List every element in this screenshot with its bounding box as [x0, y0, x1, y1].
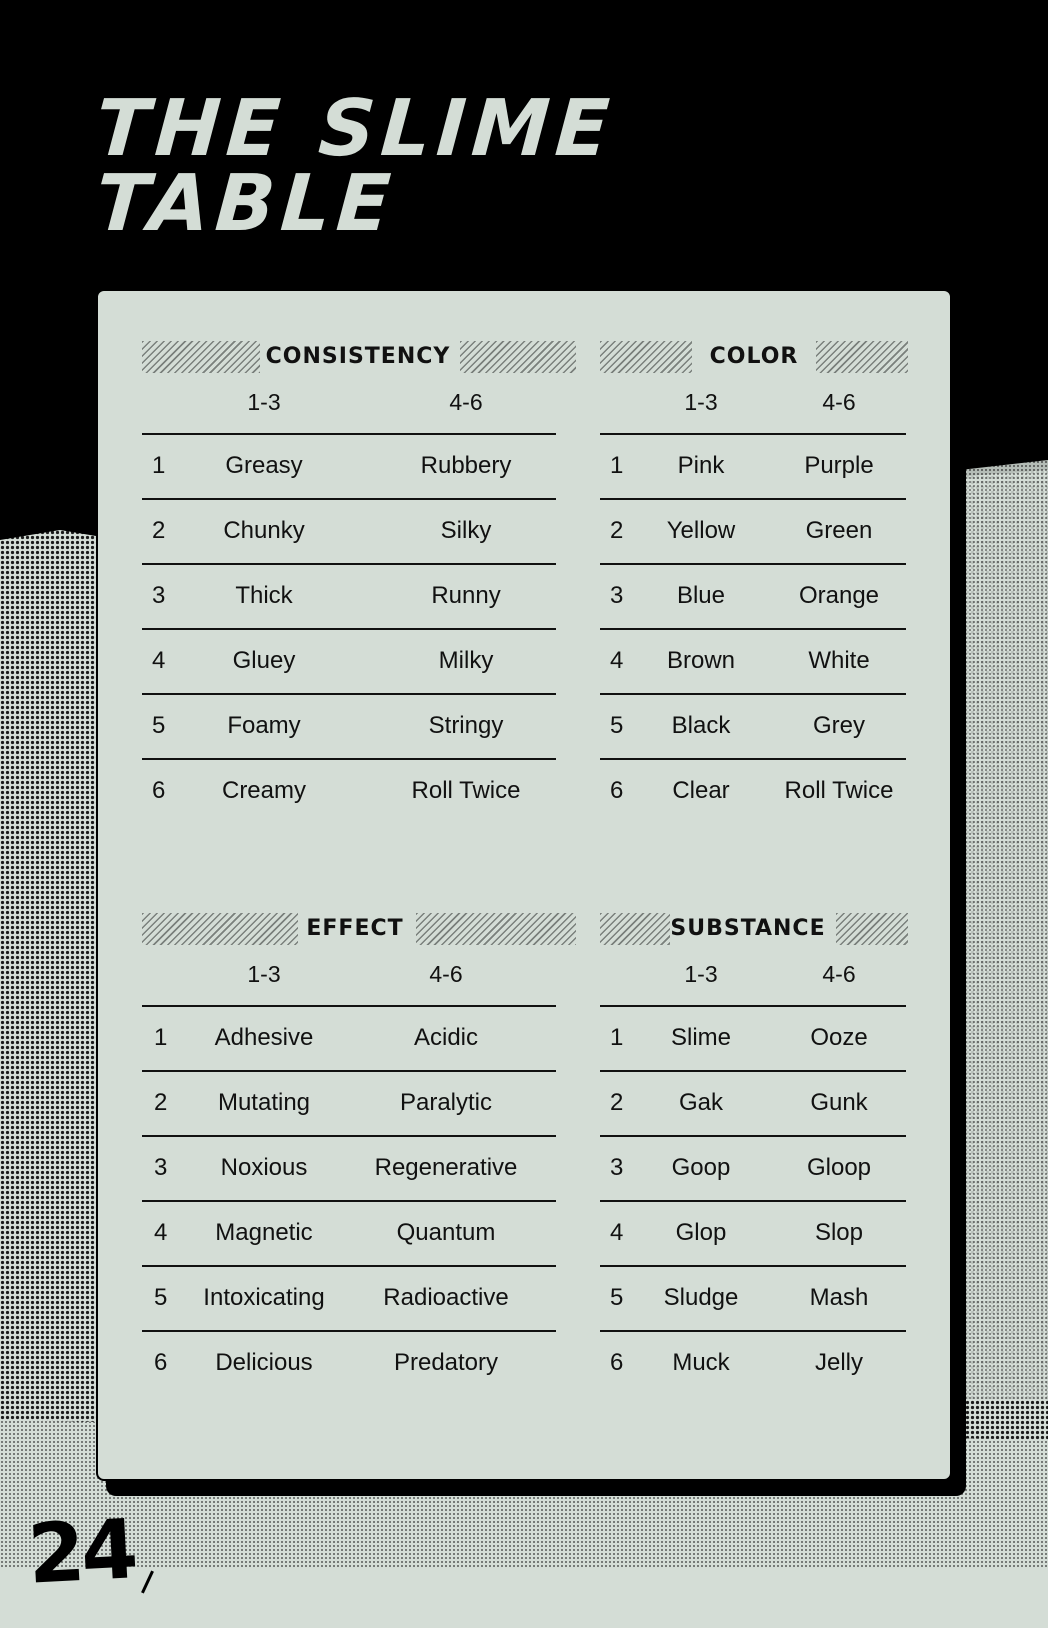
table-row	[600, 695, 906, 760]
table-row	[142, 565, 556, 630]
result-low: Greasy	[225, 452, 303, 479]
roll-number: 5	[152, 712, 166, 739]
roll-number: 6	[154, 1349, 168, 1376]
result-low: Gak	[678, 1089, 723, 1116]
result-low: Mutating	[217, 1089, 311, 1116]
result-high: Rubbery	[420, 452, 512, 479]
roll-number: 5	[610, 712, 624, 739]
result-low: Adhesive	[214, 1024, 314, 1051]
table-row	[600, 435, 906, 500]
result-high: Ooze	[810, 1024, 868, 1051]
table-row	[142, 435, 556, 500]
hatch-decoration	[836, 913, 908, 945]
hatch-decoration	[142, 913, 298, 945]
table-row	[600, 1072, 906, 1137]
result-low: Foamy	[227, 712, 301, 739]
table-row	[600, 1007, 906, 1072]
result-high: Runny	[431, 582, 501, 609]
hatch-decoration	[460, 341, 576, 373]
section-title: CONSISTENCY	[265, 344, 451, 369]
result-high: Stringy	[428, 712, 504, 739]
page-title-line-2: TABLE	[92, 159, 400, 249]
table-row	[600, 500, 906, 565]
section-header	[600, 911, 906, 947]
result-low: Clear	[672, 777, 730, 804]
result-low: Yellow	[666, 517, 736, 544]
roll-number: 4	[154, 1219, 168, 1246]
table-row	[600, 630, 906, 695]
result-low: Chunky	[223, 517, 305, 544]
roll-number: 2	[152, 517, 166, 544]
table-row	[142, 1267, 556, 1332]
page-number: 24	[25, 1502, 137, 1603]
hatch-decoration	[142, 341, 260, 373]
result-high: Predatory	[393, 1349, 499, 1376]
hatch-decoration	[600, 913, 670, 945]
roll-number: 3	[152, 582, 166, 609]
result-low: Muck	[672, 1349, 730, 1376]
slime-table-card	[96, 289, 952, 1481]
table-row	[142, 1007, 556, 1072]
result-high: Jelly	[814, 1349, 863, 1376]
page-title-line-1: THE SLIME	[92, 84, 618, 174]
result-high: Slop	[814, 1219, 864, 1246]
table-row	[142, 760, 556, 823]
roll-number: 3	[610, 582, 624, 609]
table-row	[142, 695, 556, 760]
section-title: EFFECT	[306, 916, 404, 941]
hatch-decoration	[600, 341, 692, 373]
result-high: Roll Twice	[411, 777, 521, 804]
roll-number: 1	[610, 1024, 624, 1051]
table-row	[600, 1267, 906, 1332]
result-low: Pink	[677, 452, 725, 479]
column-header-row	[600, 375, 906, 435]
roll-number: 4	[610, 647, 624, 674]
result-low: Thick	[235, 582, 293, 609]
column-header-high: 4-6	[822, 389, 856, 415]
table-row	[142, 1202, 556, 1267]
result-high: Radioactive	[383, 1284, 509, 1311]
section-color	[600, 339, 906, 823]
result-low: Intoxicating	[203, 1284, 325, 1311]
roll-number: 2	[610, 1089, 624, 1116]
section-title: SUBSTANCE	[670, 916, 826, 941]
result-high: Regenerative	[374, 1154, 518, 1181]
roll-number: 5	[154, 1284, 168, 1311]
hatch-decoration	[416, 913, 576, 945]
result-low: Sludge	[663, 1284, 739, 1311]
result-high: Roll Twice	[784, 777, 894, 804]
table-row	[142, 1332, 556, 1395]
result-low: Slime	[670, 1024, 731, 1051]
roll-number: 4	[152, 647, 166, 674]
column-header-row	[142, 947, 556, 1007]
roll-number: 2	[610, 517, 624, 544]
result-high: Silky	[440, 517, 492, 544]
roll-number: 1	[152, 452, 166, 479]
table-row	[142, 1072, 556, 1137]
result-low: Blue	[676, 582, 726, 609]
result-low: Black	[671, 712, 731, 739]
table-row	[600, 565, 906, 630]
roll-number: 6	[610, 777, 624, 804]
result-high: Milky	[438, 647, 494, 674]
column-header-high: 4-6	[449, 389, 483, 415]
result-high: Purple	[804, 452, 874, 479]
table-row	[142, 500, 556, 565]
result-low: Magnetic	[215, 1219, 313, 1246]
roll-number: 1	[154, 1024, 168, 1051]
result-low: Brown	[666, 647, 736, 674]
table-row	[142, 1137, 556, 1202]
column-header-high: 4-6	[429, 961, 463, 987]
column-header-low: 1-3	[247, 389, 281, 415]
section-consistency	[142, 339, 556, 823]
column-header-high: 4-6	[822, 961, 856, 987]
table-row	[600, 760, 906, 823]
result-low: Gluey	[232, 647, 296, 674]
roll-number: 6	[152, 777, 166, 804]
result-high: Mash	[809, 1284, 869, 1311]
result-low: Noxious	[220, 1154, 308, 1181]
column-header-low: 1-3	[684, 961, 718, 987]
table-row	[142, 630, 556, 695]
section-header	[142, 339, 556, 375]
column-header-low: 1-3	[684, 389, 718, 415]
roll-number: 6	[610, 1349, 624, 1376]
result-high: Grey	[812, 712, 865, 739]
table-row	[600, 1137, 906, 1202]
roll-number: 3	[154, 1154, 168, 1181]
result-low: Glop	[675, 1219, 727, 1246]
roll-number: 4	[610, 1219, 624, 1246]
result-high: Gloop	[806, 1154, 872, 1181]
roll-number: 1	[610, 452, 624, 479]
column-header-row	[600, 947, 906, 1007]
result-high: Quantum	[396, 1219, 496, 1246]
result-low: Goop	[671, 1154, 731, 1181]
section-title: COLOR	[709, 344, 799, 369]
result-high: Green	[805, 517, 873, 544]
section-header	[600, 339, 906, 375]
roll-number: 5	[610, 1284, 624, 1311]
result-high: Paralytic	[399, 1089, 493, 1116]
roll-number: 2	[154, 1089, 168, 1116]
section-header	[142, 911, 556, 947]
roll-number: 3	[610, 1154, 624, 1181]
column-header-low: 1-3	[247, 961, 281, 987]
result-high: Orange	[798, 582, 880, 609]
column-header-row	[142, 375, 556, 435]
result-low: Creamy	[221, 777, 306, 804]
result-high: White	[808, 647, 870, 674]
result-low: Delicious	[215, 1349, 313, 1376]
result-high: Gunk	[810, 1089, 868, 1116]
table-row	[600, 1202, 906, 1267]
section-effect	[142, 911, 556, 1395]
table-row	[600, 1332, 906, 1395]
hatch-decoration	[816, 341, 908, 373]
section-substance	[600, 911, 906, 1395]
result-high: Acidic	[413, 1024, 479, 1051]
